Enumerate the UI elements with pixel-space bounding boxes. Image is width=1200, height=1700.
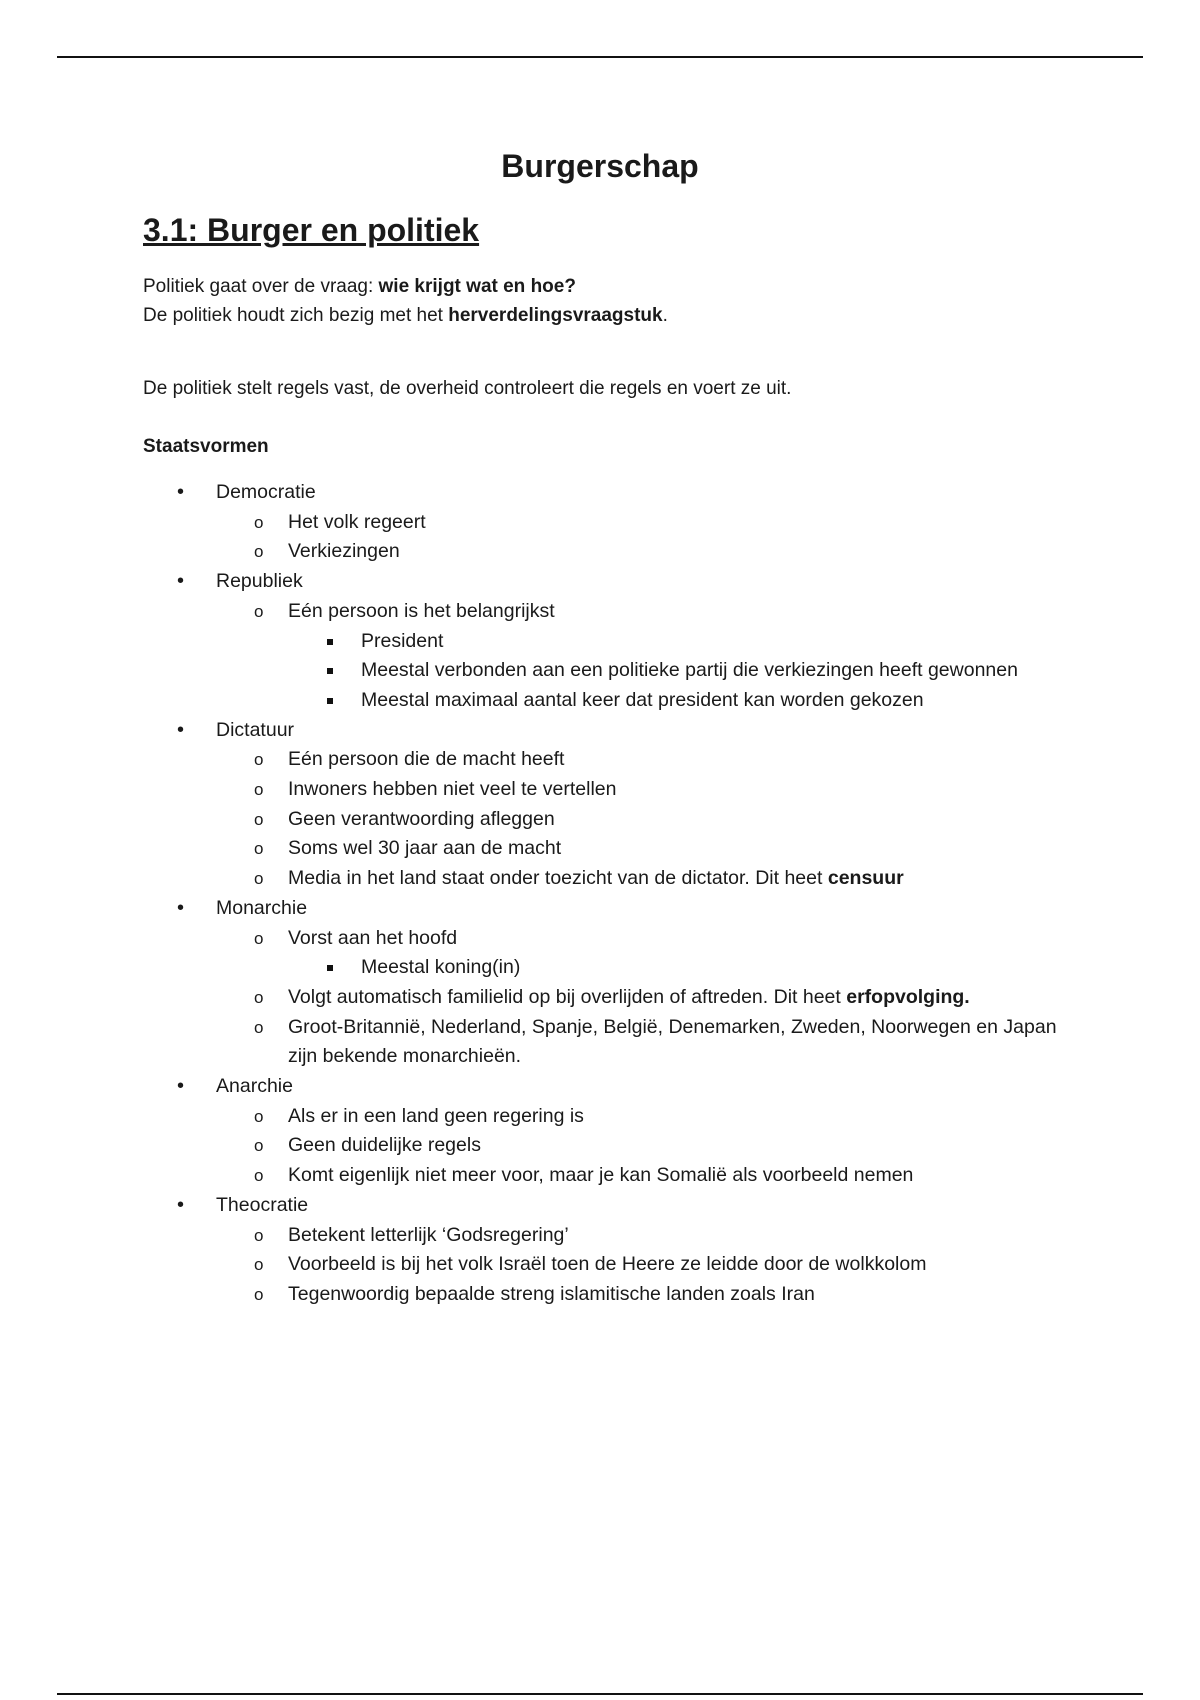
list-subitem (143, 656, 1143, 686)
list-item-monarchie (143, 894, 1143, 1072)
list-item-text: o Groot-Britannië, Nederland, Spanje, België, Denemarken, Zweden, Noorwegen en Japan zijn bekende monarchieën. (143, 1013, 1068, 1072)
list-item-text: o Komt eigenlijk niet meer voor, maar je kan Somalië als voorbeeld nemen (143, 1161, 1143, 1191)
list-item (143, 1161, 1143, 1191)
list-item-text: o Soms wel 30 jaar aan de macht (143, 834, 1143, 864)
paragraph-question-text: Politiek gaat over de vraag: (143, 276, 379, 297)
list-item-dictatuur (143, 716, 1143, 894)
list-item-text: o Geen verantwoording afleggen (143, 805, 1143, 835)
list-item-text: o Tegenwoordig bepaalde streng islamitische landen zoals Iran (143, 1280, 1143, 1310)
paragraph-question-bold: wie krijgt wat en hoe? (378, 276, 576, 297)
erfopvolging-text: Volgt automatisch familielid op bij overlijden of aftreden. Dit heet (288, 985, 847, 1008)
list-item (143, 834, 1143, 864)
list-item-text: o Eén persoon die de macht heeft (143, 745, 1143, 775)
list-item (143, 864, 1143, 894)
list-label: • Monarchie (143, 894, 1143, 924)
list-item-democratie (143, 478, 1143, 567)
list-subitem (143, 953, 1143, 983)
list-item (143, 1102, 1143, 1132)
header-rule (57, 56, 1143, 58)
list-label: • Anarchie (143, 1072, 1143, 1102)
list-item (143, 537, 1143, 567)
erfopvolging-bold: erfopvolging. (846, 985, 970, 1008)
list-item-text: o Vorst aan het hoofd (143, 924, 1143, 954)
section-heading: 3.1: Burger en politiek (143, 212, 480, 248)
list-item-text (143, 864, 1143, 894)
list-item (143, 1131, 1143, 1161)
footer-rule (57, 1693, 1143, 1695)
list-item (143, 1280, 1143, 1310)
paragraph-redistribution (143, 301, 668, 330)
censuur-bold: censuur (827, 867, 904, 890)
list-item-text: o Het volk regeert (143, 508, 1143, 538)
list-subitem (143, 627, 1143, 657)
list-label: • Theocratie (143, 1191, 1143, 1221)
paragraph-redistribution-end: . (662, 305, 668, 326)
list-item-text: o Betekent letterlijk ‘Godsregering’ (143, 1221, 1143, 1251)
list-item-theocratie (143, 1191, 1143, 1310)
list-label: • Democratie (143, 478, 1143, 508)
list-item-anarchie (143, 1072, 1143, 1191)
list-item-text: o Als er in een land geen regering is (143, 1102, 1143, 1132)
subheading-staatsvormen: Staatsvormen (143, 436, 269, 457)
list-item-text: o Eén persoon is het belangrijkst (143, 597, 1143, 627)
list-item (143, 775, 1143, 805)
list-item (143, 597, 1143, 716)
list-subitem-text: President (143, 627, 1143, 657)
list-item-republiek (143, 567, 1143, 716)
list-item (143, 745, 1143, 775)
list-item (143, 508, 1143, 538)
list-item-text: o Geen duidelijke regels (143, 1131, 1143, 1161)
list-item-text: o Voorbeeld is bij het volk Israël toen de Heere ze leidde door de wolkkolom (143, 1250, 1143, 1280)
paragraph-redistribution-bold: herverdelingsvraagstuk (448, 305, 663, 326)
list-subitem-text: Meestal maximaal aantal keer dat president kan worden gekozen (143, 686, 1143, 716)
paragraph-question (143, 272, 576, 301)
document-title: Burgerschap (501, 148, 699, 184)
paragraph-redistribution-text: De politiek houdt zich bezig met het (143, 305, 449, 326)
list-item (143, 924, 1143, 983)
list-item (143, 805, 1143, 835)
list-label: • Republiek (143, 567, 1143, 597)
paragraph-rules: De politiek stelt regels vast, de overheid controleert die regels en voert ze uit. (143, 378, 792, 399)
list-item-text (143, 983, 1143, 1013)
list-item (143, 983, 1143, 1013)
list-item-text: o Inwoners hebben niet veel te vertellen (143, 775, 1143, 805)
list-label: • Dictatuur (143, 716, 1143, 746)
list-item (143, 1013, 1143, 1072)
list-subitem (143, 686, 1143, 716)
staatsvormen-list (143, 478, 1143, 1310)
list-subitem-text: Meestal verbonden aan een politieke partij die verkiezingen heeft gewonnen (143, 656, 1143, 686)
list-subitem-text: Meestal koning(in) (143, 953, 1143, 983)
censuur-text: Media in het land staat onder toezicht van de dictator. Dit heet (288, 867, 828, 890)
list-item-text: o Verkiezingen (143, 537, 1143, 567)
list-item (143, 1250, 1143, 1280)
list-item (143, 1221, 1143, 1251)
